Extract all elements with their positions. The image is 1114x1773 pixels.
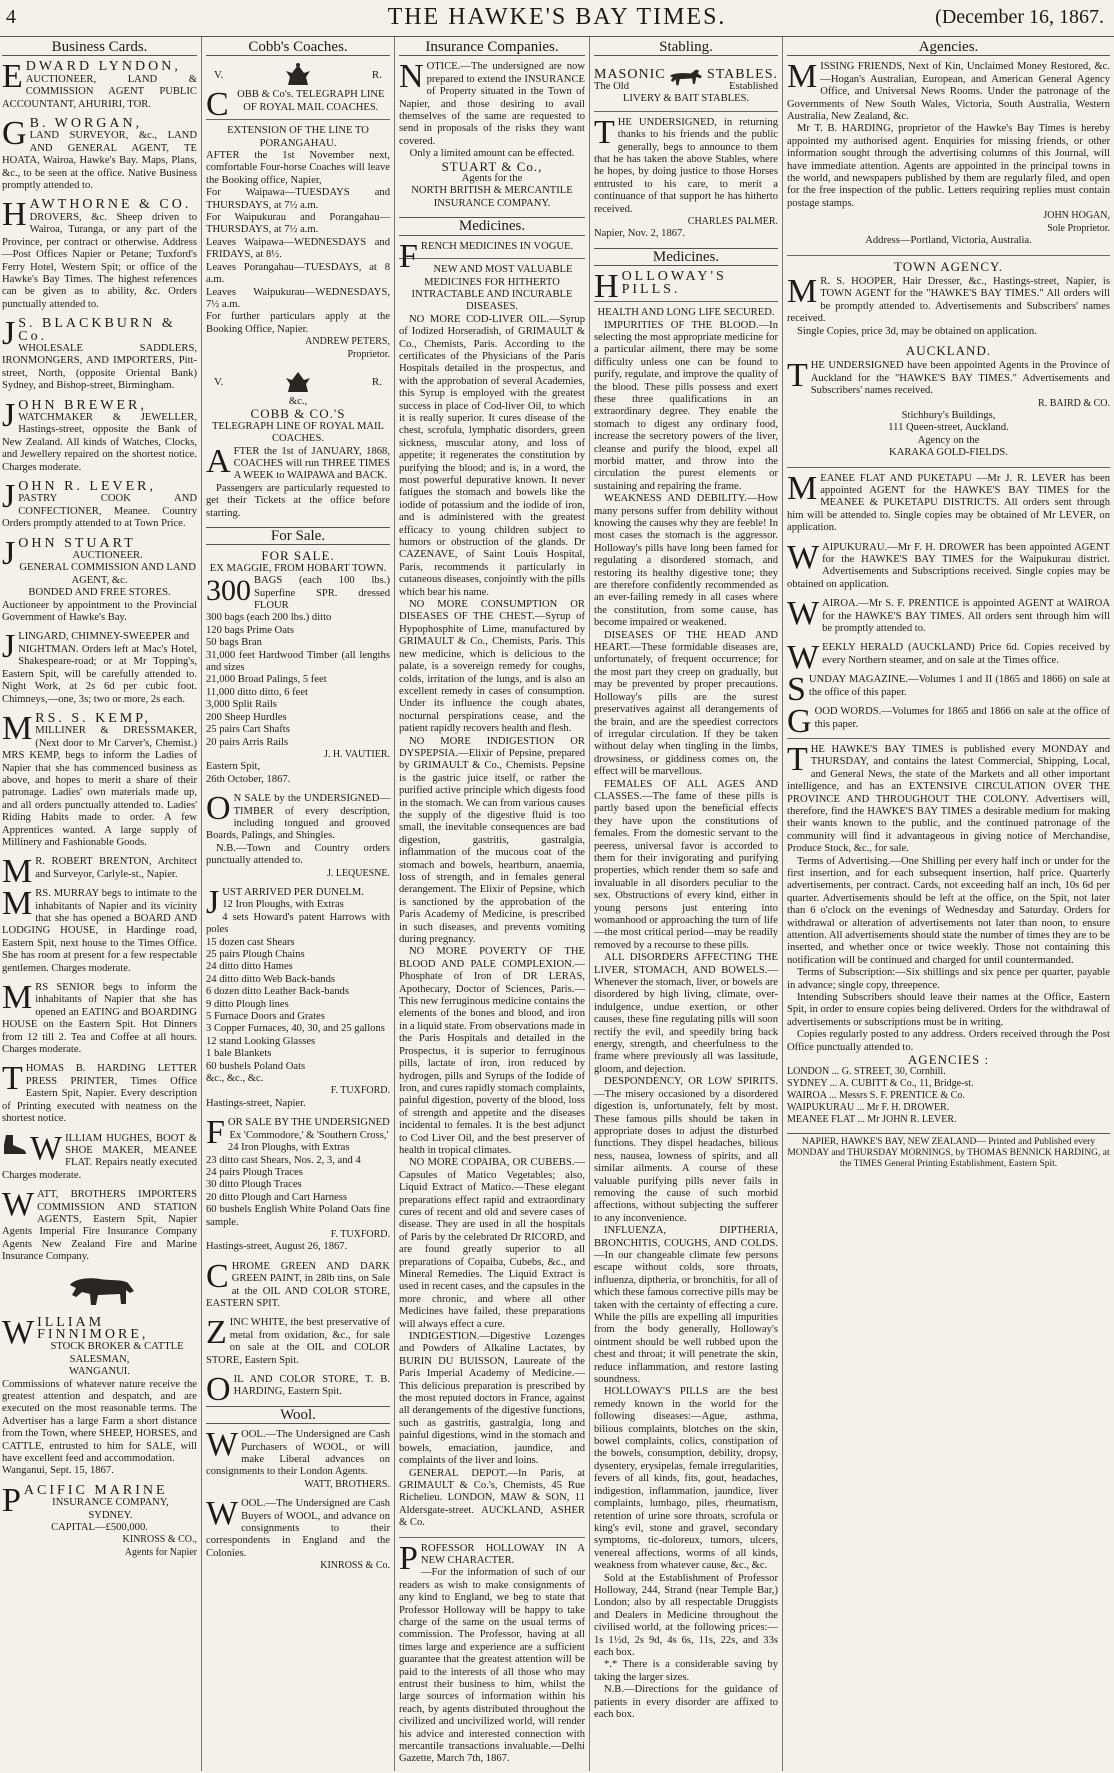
list-item: 11,000 ditto ditto, 6 feet: [206, 686, 309, 698]
ad-senior: M RS SENIOR begs to inform the inhabitants of Napier that she has opened an EATING and BOARDING HOUSE on the Eastern Spit. Hot Dinners from 12 till 2. Tea and Coffee at all hours. Charges moderate.: [2, 979, 197, 1056]
ad-lever: J OHN R. LEVER, PASTRY COOK AND CONFECTIONER, Meanee. Country Orders promptly attended to at Town Price.: [2, 478, 197, 530]
paragraph: N.B.—Directions for the guidance of patients in every disorder are affixed to each box.: [594, 1684, 778, 1720]
paragraph: ALL DISORDERS AFFECTING THE LIVER, STOMACH, AND BOWELS.—Whenever the stomach, liver, or bowels are disordered by high living, climate, over-indulgence, undue exertion, or other causes, these fine regulating pills will soon rectify the evil, and speedily bring back energy, strength, and cheerfulness to the frame where previously all was lassitude, gloom, and dejection.: [594, 952, 778, 1075]
agency-item: WAIPUKURAU ... Mr F. H. DROWER.: [787, 1102, 950, 1114]
section-heading: Cobb's Coaches.: [206, 39, 390, 56]
ad-lyndon: E DWARD LYNDON, AUCTIONEER, LAND & COMMISSION AGENT PUBLIC ACCOUNTANT, AHURIRI, TOR.: [2, 58, 197, 110]
list-item: 60 bushels Poland Oats: [206, 1060, 306, 1072]
ad-brenton: M R. ROBERT BRENTON, Architect and Surveyor, Carlyle-st., Napier.: [2, 853, 197, 891]
ad-weekly-herald: W EEKLY HERALD (AUCKLAND) Price 6d. Copies received by every Northern steamer, and on sale at the Times office.: [787, 639, 1110, 677]
ad-wool-kinross: W OOL.—The Undersigned are Cash Buyers of WOOL, and advance on consignments to their correspondents in England and the Colonies. KINROSS & Co.: [206, 1495, 390, 1572]
list-item: 25 pairs Cart Shafts: [206, 724, 290, 736]
list-item: 24 pairs Plough Traces: [206, 1166, 303, 1178]
section-heading: For Sale.: [206, 527, 390, 545]
agency-item: LONDON ... G. STREET, 30, Cornhill.: [787, 1066, 946, 1078]
list-item: 3,000 Split Rails: [206, 699, 277, 711]
paragraph: *.* There is a considerable saving by taking the larger sizes.: [594, 1659, 778, 1683]
ad-meanee: M EANEE FLAT AND PUKETAPU —Mr J. R. LEVER has been appointed AGENT for the HAWKE'S BAY TIMES for the MEANEE & PUKETAPU DISTRICTS. All orders sent through him will be attended to. Single copies may be obtained of Mr LEVER, on application.: [787, 469, 1110, 534]
ad-watt: W ATT, BROTHERS IMPORTERS COMMISSION AND STATION AGENTS, Eastern Spit, Napier Agents Imperial Fire Insurance Company Agents New Zealand Fire and Marine Insurance Company.: [2, 1186, 197, 1263]
section-heading: Wool.: [206, 1406, 390, 1424]
list-item: 21,000 Broad Palings, 5 feet: [206, 674, 327, 686]
printer-imprint: NAPIER, HAWKE'S BAY, NEW ZEALAND— Printed and Published every MONDAY and THURSDAY MORNINGS, by THOMAS BENNICK HARDING, at the TIMES General Printing Establishment, Eastern Spit.: [787, 1133, 1110, 1170]
list-item: 15 dozen cast Shears: [206, 936, 295, 948]
ad-french-medicines: F RENCH MEDICINES IN VOGUE. NEW AND MOST VALUABLE MEDICINES FOR HITHERTO INTRACTABLE AND INCURABLE DISEASES. NO MORE COD-LIVER OIL.—Syrup of Iodized Horseradish, of GRIMAULT & Co., Chemists, Paris. According to the certificates of the Physicians of the Paris Hospitals detailed in the prospectus, and with the approbation of several Academies, this Syrup is employed with the greatest success in place of Cod-liver Oil, to which it is really superior. It cures disease of the chest, scrofula, lymphatic disorders, green sickness, muscular atony, and loss of appetite; it regenerates the constitution by purifying the blood; and is, in a word, the most powerful depurative known. It never fatigues the stomach and bowels like the iodide of potassium and the iodide of iron, and is administered with the greatest efficacy to young children subject to humors or obstruction of the glands. Dr CAZENAVE, of Saint Louis Hospital, Paris, recommends it particularly in cutaneous diseases, conjointly with the pills which bear his name. NO MORE CONSUMPTION OR DISEASES OF THE CHEST.—Syrup of Hypophosphite of Lime, manufactured by GRIMAULT & Co., Chemists, Paris. This new medicine, which is delicious to the palate, is a sovereign remedy for coughs, colds, irritation of the lungs, and is also an excellent remedy in cases of consumption. Under its influence the cough abates, nocturnal perspirations cease, and the patient rapidly recovers health and flesh. NO MORE INDIGESTION OR DYSPEPSIA.—Elixir of Pepsine, prepared by GRIMAULT & Co., Chemists. Pepsine is the gastric juice itself, or rather the purified active principle which digests food in the stomach. We can from various causes the supply of the digestive fluid is too small, the inevitable consequences are bad digestion, gastritis, gastralgia, inflammation of the mucous coat of the stomach and bowels, heartburn, anaemia, loss of strength, and in females general derangement. The Elixir of Pepsine, which is sanctioned by the approbation of the Paris Academy of Medicine, is prescribed in such diseases, and prevents vomiting during pregnancy. NO MORE POVERTY OF THE BLOOD AND PALE COMPLEXION.—Phosphate of Iron of DR LERAS, Apothecary, Doctor of Sciences, Paris.—This new ferruginous medicine contains the elements of the bones and blood, and iron in a liquid state. From observations made in the Paris Hospitals and detailed in the Prospectus, it is superior to ferruginous pills, lactate of iron, iron reduced by hydrogen, pills and Syrups of the Iodide of Iron, and cures rapidly stomach complaints, painful digestion, poverty of the blood, loss of strength and appetite and the diseases incidental to females. It is the best adjunct to Cod Liver Oil, and the best preserver of health in tropical climates. NO MORE COPAIBA, OR CUBEBS.—Capsules of Matico Vegetables; also, Liquid Extract of Matico.—These elegant preparations effect rapid and extraordinary cures of recent and old and severe cases of disease. They are used in all the hospitals of Paris by the celebrated Dr RICORD, and are found greatly superior to all preparations of Copaiba, Cubebs, &c., and Mineral Remedies. The Liquid Extract is used in recent cases, and the capsules in the more chronic, and where all other Medicines have failed, these preparations will always effect a cure. INDIGESTION.—Digestive Lozenges and Powders of Alkaline Lactates, by BURIN DU BUISSON, Laureate of the Paris Imperial Academy of Medicine.—This delicious preparation is prescribed by the most reputed doctors in France, against all derangements of the digestive functions, such as gastritis, gastralgia, long and painful digestions, wind in the stomach and bowels, emaciation, jaundice, and complaints of the liver and loins. GENERAL DEPOT.—In Paris, at GRIMAULT & Co.'s, Chemists, 45 Rue Richelieu. LONDON, MAW & SON, 11 Aldersgate-street. AUCKLAND, ASHER & Co.: [399, 237, 585, 1529]
list-item: 3 Copper Furnaces, 40, 30, and 25 gallons: [206, 1023, 385, 1035]
masthead: [0, 0, 1114, 37]
list-item: 60 bushels English White Poland Oats fine sample.: [206, 1204, 390, 1228]
ad-sunday-magazine: S UNDAY MAGAZINE.—Volumes 1 and II (1865 and 1866) on sale at the office of this paper.: [787, 671, 1110, 709]
ad-zinc-white: Z INC WHITE, the best preservative of metal from oxidation, &c., for sale on sale at the OIL and COLOR STORE, Eastern Spit.: [206, 1314, 390, 1366]
ad-professor-holloway: P ROFESSOR HOLLOWAY IN A NEW CHARACTER. —For the information of such of our readers as wish to make consignments of any kind to England, we beg to state that Professor Holloway will be happy to take charge of the same on the usual terms of commission. The Professor, having at all times large and experience are a sufficient guarantee that the greatest attention will be paid to the interests of all those who may entrust their business to him, whilst the large sources of information within his reach, by agents distributed throughout the civilized and uncivilized world, will render his advice and interested connection with mercantile transactions invaluable.—Delhi Gazette, March 7th, 1867.: [399, 1539, 585, 1765]
ad-cobb-telegraph: COBB & CO.'S TELEGRAPH LINE OF ROYAL MAIL COACHES. A FTER the 1st of JANUARY, 1868, COACHES will run THREE TIMES A WEEK to WAIPAWA and BACK. Passengers are particularly requested to get their Tickets at the office before starting.: [206, 406, 390, 519]
ad-oil-color-store: O IL AND COLOR STORE, T. B. HARDING, Eastern Spit.: [206, 1371, 390, 1408]
boot-icon: [2, 1133, 28, 1155]
ad-worgan: G B. WORGAN, LAND SURVEYOR, &c., LAND AND GENERAL AGENT, TE HOATA, Wairoa, Hawke's Bay. Maps, Plans, &c., to be seen at the office. Native Business promptly attended to.: [2, 115, 197, 192]
ad-holloways-pills: H OLLOWAY'S PILLS. HEALTH AND LONG LIFE SECURED. IMPURITIES OF THE BLOOD.—In selecting the most appropriate medicine for a particular ailment, there may be some difficulty unless one can be found to purify, regulate, and improve the quality of the blood. These pills possess and exert these three qualifications in an extraordinary degree. They enable the stomach to digest any ordinary food, increase the secretory powers of the liver, cleanse and purify the blood, expel all morbid matter, and throw into the circulation the purest elements or sustaining and repairing the frame. WEAKNESS AND DEBILITY.—How many persons suffer from debility without knowing the causes why they are feeble! In most cases the stomach is the aggressor. Holloway's pills have long been famed for regulating a disordered stomach, and restoring its healthy digestive tone; they are therefore confidently recommended as an ever-failing remedy in all cases where the constitution, from some cause, has become impaired or weakened. DISEASES OF THE HEAD AND HEART.—These formidable diseases are, unfortunately, of frequent occurrence; for the most part they creep on gradually, but may be prevented by proper precautions. Holloway's pills are the surest preservatives against all derangements of the brain, and are the speediest correctors of irregular circulation. If they be taken without delay when tingling in the limbs, drowsiness, or giddiness comes on, the effect will be marvellous. FEMALES OF ALL AGES AND CLASSES.—The fame of these pills is partly based upon the beneficial effects they have upon the constitutions of females. From the domestic servant to the peeress, universal favor is accorded to them for their invigorating and purifying properties, which render them so safe and invaluable in all disorders peculiar to the sex. Obstructions of every kind, either in young persons just entering into womanhood or approaching the turn of life—the most critical period—may be readily removed by a recourse to these pills. ALL DISORDERS AFFECTING THE LIVER, STOMACH, AND BOWELS.—Whenever the stomach, liver, or bowels are disordered by high living, climate, over-indulgence, undue exertion, or other causes, these fine regulating pills will soon rectify the evil, and speedily bring back energy, strength, and cheerfulness to the frame where previously all was lassitude, gloom, and dejection. DESPONDENCY, OR LOW SPIRITS.—The misery occasioned by a disordered digestion is, unfortunately, felt by most. These famous pills should be taken in appropriate doses to adjust the disturbed functions. They dispel headaches, bilious ness, nausea, lowness of spirits, and all similar ailments. A course of these valuable purifying pills never fails in removing the cause of such morbid affections, without subjecting the sufferer to any inconvenience. INFLUENZA, DIPTHERIA, BRONCHITIS, COUGHS, AND COLDS.—In our changeable climate few persons escape without colds, sore throats, influenza, diptheria, or bronchitis, for all of which these famous corrective pills may be taken with the certainty of effecting a cure. While the pills are expelling all impurities from the body generally, Holloway's ointment should be well rubbed upon the chest and throat; it will penetrate the skin, reduce inflammation, and restore lasting soundness. HOLLOWAY'S PILLS are the best remedy known in the world for the following diseases:—Ague, asthma, bilious complaints, blotches on the skin, bowel complaints, colics, constipation of the bowels, consumption, debility, dropsy, dysentery, erysipelas, female irregularities, fevers of all kinds, fits, gout, headaches, indigestion, inflammation, jaundice, liver complaints, lumbago, piles, rheumatism, retention of urine sore throats, scrofula or king's evil, stone and gravel, secondary symptoms, tic-doloreux, tumors, ulcers, venereal affections, worms of all kinds, weakness from whatever cause, &c., &c. Sold at the Establishment of Professor Holloway, 244, Strand (near Temple Bar,) London; also by all respectable Druggists and Dealers in Medicine throughout the civilised world, at the following prices:—1s 1½d, 2s 9d, 4s 6s, 11s, 22s, and 33s each box. *.* There is a considerable saving by taking the larger sizes. N.B.—Directions for the guidance of patients in every disorder are affixed to each box.: [594, 268, 778, 1720]
royal-crest-icon: [280, 368, 316, 394]
ad-pacific-marine: P ACIFIC MARINE INSURANCE COMPANY, SYDNEY. CAPITAL—£500,000. KINROSS & CO., Agents for Napier: [2, 1481, 197, 1558]
column-cobbs-coaches: Cobb's Coaches. V. R. C OBB & Co's. TELEGRAPH LINE OF ROYAL MAIL COACHES. EXTENSION OF THE LINE TO PORANGAHAU. AFTER the 1st November next, comfortable Four-horse Coaches will leave the Booking office, Napier, For Waipawa—TUESDAYS and THURSDAYS, at 7½ a.m. For Waipukurau and Porangahau—THURSDAYS, at 7½ a.m. Leaves Waipawa—WEDNESDAYS and FRIDAYS, at 8½. Leaves Porangahau—TUESDAYS, at 8 a.m. Leaves Waipukurau—WEDNESDAYS, 7½ a.m. For further particulars apply at the Booking Office, Napier. ANDREW PETERS, Proprietor. V. R. &c., COBB & CO.'S TELEGRAPH LINE OF ROYAL MAIL COACHES. A FTER the 1st of JANUARY, 1868, COACHES will run THREE TIMES A WEEK to WAIPAWA and BACK. Passengers are particularly requested to get their Tickets at the office before starting. For Sale. FOR SALE. EX MAGGIE, FROM HOBART TOWN. 300 BAGS (each 100 lbs.) Superfine SPR. dressed FLOUR 300 bags (each 200 lbs.) ditto 120 bags Prime Oats 50 bags Bran 31,000 feet Hardwood Timber (all lengths and sizes 21,000 Broad Palings, 5 feet 11,000 ditto ditto, 6 feet 3,000 Split Rails 200 Sheep Hurdles 25 pairs Cart Shafts 20 pairs Arris Rails J. H. VAUTIER. Eastern Spit, 26th October, 1867. O N SALE by the UNDERSIGNED— TIMBER of every description, including tongued and grooved Boards, Palings, and Shingles. N.B.—Town and Country orders punctually attended to. J. LEQUESNE. J UST ARRIVED PER DUNELM. 12 Iron Ploughs, with Extras 4 sets Howard's patent Harrows with poles 15 dozen cast Shears 25 pairs Plough Chains 24 ditto ditto Hames 24 ditto ditto Web Back-bands 6 dozen ditto Leather Back-bands 9 ditto Plough lines 5 Furnace Doors and Grates 3 Copper Furnaces, 40, 30, and 25 gallons 12 stand Looking Glasses 1 bale Blankets 60 bushels Poland Oats &c., &c., &c. F. TUXFORD. Hastings-street, Napier. F OR SALE BY THE UNDERSIGNED Ex 'Commodore,' & 'Southern Cross,' 24 Iron Ploughs, with Extras 23 ditto cast Shears, Nos. 2, 3, and 4 24 pairs Plough Traces 30 ditto Plough Traces 20 ditto Plough and Cart Harness 60 bushels English White Poland Oats fine sample. F. TUXFORD. Hastings-street, August 26, 1867. C HROME GREEN AND DARK GREEN PAINT, in 28lb tins, on Sale at the OIL AND COLOR STORE, EASTERN SPIT. Z INC WHITE, the best preservative of metal from oxidation, &c., for sale on sale at the OIL and COLOR STORE, Eastern Spit. O IL AND COLOR STORE, T. B. HARDING, Eastern Spit. Wool. W OOL.—The Undersigned are Cash Purchasers of WOOL, or will make Liberal advances on consignments to their London Agents. WATT, BROTHERS. W OOL.—The Undersigned are Cash Buyers of WOOL, and advance on consignments to their correspondents in England and the Colonies. KINROSS & Co.: [201, 37, 394, 1771]
list-item: 31,000 feet Hardwood Timber (all lengths and sizes: [206, 649, 390, 674]
column-business-cards: [0, 37, 201, 1771]
list-item: 23 ditto cast Shears, Nos. 2, 3, and 4: [206, 1154, 361, 1166]
section-heading: Medicines.: [594, 248, 778, 266]
paragraph: FEMALES OF ALL AGES AND CLASSES.—The fame of these pills is partly based upon the beneficial effects they have upon the constitutions of females. From the domestic servant to the peeress, universal favor is accorded to them for their invigorating and purifying properties, which render them so safe and invaluable in all disorders peculiar to the sex. Obstructions of every kind, either in young persons just entering into womanhood or approaching the turn of life—the most critical period—may be readily removed by a recourse to these pills.: [594, 778, 778, 951]
list-item: 50 bags Bran: [206, 637, 262, 649]
list-item: 200 Sheep Hurdles: [206, 711, 287, 723]
agency-item: MEANEE FLAT ... Mr JOHN R. LEVER.: [787, 1114, 957, 1126]
paragraph: DESPONDENCY, OR LOW SPIRITS.—The misery occasioned by a disordered digestion is, unfortunately, felt by most. These famous pills should be taken in appropriate doses to adjust the disturbed functions. They dispel headaches, bilious ness, nausea, lowness of spirits, and all similar ailments. A course of these valuable purifying pills never fails in removing the cause of such morbid affections, without subjecting the sufferer to any inconvenience.: [594, 1076, 778, 1224]
auckland-heading: AUCKLAND.: [905, 342, 992, 358]
list-item: 120 bags Prime Oats: [206, 624, 294, 636]
paragraph: HOLLOWAY'S PILLS are the best remedy known in the world for the following diseases:—Ague, asthma, bilious complaints, blotches on the skin, bowel complaints, colics, constipation of the bowels, consumption, debility, dropsy, dysentery, erysipelas, female irregularities, fevers of all kinds, fits, gout, headaches, indigestion, inflammation, jaundice, liver complaints, lumbago, piles, rheumatism, retention of urine sore throats, scrofula or king's evil, stone and gravel, secondary symptoms, tic-doloreux, tumors, ulcers, venereal affections, worms of all kinds, weakness from whatever cause, &c., &c.: [594, 1386, 778, 1572]
section-heading: Stabling.: [594, 39, 778, 56]
ad-hughes: W ILLIAM HUGHES, BOOT & SHOE MAKER, MEANEE FLAT. Repairs neatly executed Charges moderate.: [2, 1129, 197, 1181]
town-agency-heading: TOWN AGENCY.: [893, 258, 1004, 274]
list-item: 6 dozen ditto Leather Back-bands: [206, 986, 349, 998]
list-item: &c., &c., &c.: [206, 1073, 264, 1085]
list-item: 20 pairs Arris Rails: [206, 736, 289, 748]
ad-waipukurau: W AIPUKURAU.—Mr F. H. DROWER has been appointed AGENT for the HAWKE'S BAY TIMES for the Waipukurau district. Advertisements and Subscriptions received. Single copies may be obtained on application.: [787, 538, 1110, 590]
ad-for-sale-vautier: FOR SALE. EX MAGGIE, FROM HOBART TOWN. 300 BAGS (each 100 lbs.) Superfine SPR. dressed FLOUR 300 bags (each 200 lbs.) ditto 120 bags Prime Oats 50 bags Bran 31,000 feet Hardwood Timber (all lengths and sizes 21,000 Broad Palings, 5 feet 11,000 ditto ditto, 6 feet 3,000 Split Rails 200 Sheep Hurdles 25 pairs Cart Shafts 20 pairs Arris Rails J. H. VAUTIER. Eastern Spit, 26th October, 1867.: [206, 548, 390, 785]
ad-masonic-stables: MASONIC The Old STABLES. Established LIVERY & BAIT STABLES. T HE UNDERSIGNED, in returning thanks to his friends and the public generally, begs to announce to them that he has taken the above Stables, where he hopes, by doing justice to those Horses entrusted to his care, to merit a continuance of that support he has hitherto received. CHARLES PALMER. Napier, Nov. 2, 1867.: [594, 61, 778, 240]
ad-hooper: M R. S. HOOPER, Hair Dresser, &c., Hastings-street, Napier, is TOWN AGENT for the "HAWKE'S BAY TIMES." All orders will be promptly attended to. Advertisements and Subscribers' names received. Single Copies, price 3d, may be obtained on application.: [787, 272, 1110, 337]
ad-murray: M RS. MURRAY begs to intimate to the inhabitants of Napier and its vicinity that she has opened a BOARD AND LODGING HOUSE, in Hardinge road, Eastern Spit, next house to the Times Office. She has room at present for a few respectable gentlemen. Charges moderate.: [2, 885, 197, 974]
cattle-icon: [60, 1271, 140, 1315]
ad-hawthorne: H AWTHORNE & CO. DROVERS, &c. Sheep driven to Wairoa, Turanga, or any part of the Province, per contract or otherwise. Address —Post Offices Napier or Petane; Tuxford's Ferry Hotel, Western Spit; or office of the Hawke's Bay Times. The highest references can be given as to ability, &c. Orders punctually attended to.: [2, 196, 197, 310]
list-item: 24 ditto ditto Web Back-bands: [206, 973, 336, 985]
ad-cobb-extension: C OBB & Co's. TELEGRAPH LINE OF ROYAL MAIL COACHES. EXTENSION OF THE LINE TO PORANGAHAU. AFTER the 1st November next, comfortable Four-horse Coaches will leave the Booking office, Napier, For Waipawa—TUESDAYS and THURSDAYS, at 7½ a.m. For Waipukurau and Porangahau—THURSDAYS, at 7½ a.m. Leaves Waipawa—WEDNESDAYS and FRIDAYS, at 8½. Leaves Porangahau—TUESDAYS, at 8 a.m. Leaves Waipukurau—WEDNESDAYS, 7½ a.m. For further particulars apply at the Booking Office, Napier. ANDREW PETERS, Proprietor.: [206, 86, 390, 360]
paragraph: IMPURITIES OF THE BLOOD.—In selecting the most appropriate medicine for a particular ailment, there may be some difficulty unless one can be found to purify, regulate, and improve the quality of the blood. These pills possess and exert these three qualifications in an extraordinary degree. They enable the stomach to digest any ordinary food, increase the secretory powers of the liver, cleanse and purify the blood, expel all morbid matter, and throw into the circulation the purest elements or sustaining and repairing the frame.: [594, 319, 778, 492]
section-heading: Agencies.: [787, 39, 1110, 56]
section-heading: Business Cards.: [2, 39, 197, 56]
ad-kemp: M RS. S. KEMP, MILLINER & DRESSMAKER, (Next door to Mr Carver's, Chemist.) MRS KEMP, begs to inform the Ladies of Napier that she has commenced business as above, and hopes to merit a share of their patronage. Ladies' own materials made up, and all orders punctually attended to. Ladies' Riding Habits made to order. A few Apprentices wanted. A large supply of Millinery and Fashionable Goods.: [2, 709, 197, 848]
newspaper-title: THE HAWKE'S BAY TIMES.: [387, 4, 727, 30]
list-item: 1 bale Blankets: [206, 1048, 272, 1060]
list-item: 5 Furnace Doors and Grates: [206, 1011, 325, 1023]
ad-missing-friends: M ISSING FRIENDS, Next of Kin, Unclaimed Money Restored, &c.—Hogan's Australian, European, and American General Agency Office, and Universal News Rooms. Under the patronage of the Governments of New South Wales, Victoria, South Australia, Western Australia, New Zealand, &c. Mr T. B. HARDING, proprietor of the Hawke's Bay Times is hereby appointed my authorised agent. Enquiries for missing friends, or other information sought through the advertising columns of this Journal, will have immediate attention. Agents are appointed in the principal towns in the world, and newspapers published by them are regularly filed, and open for the free inspection of the public. Letters requiring replies must contain postage stamps. JOHN HOGAN, Sole Proprietor. Address—Portland, Victoria, Australia.: [787, 58, 1110, 247]
horse-icon: [666, 61, 707, 93]
list-item: 300 bags (each 200 lbs.) ditto: [206, 612, 332, 624]
ad-chrome-green: C HROME GREEN AND DARK GREEN PAINT, in 28lb tins, on Sale at the OIL AND COLOR STORE, EASTERN SPIT.: [206, 1257, 390, 1309]
ad-lequesne: O N SALE by the UNDERSIGNED— TIMBER of every description, including tongued and grooved Boards, Palings, and Shingles. N.B.—Town and Country orders punctually attended to. J. LEQUESNE.: [206, 790, 390, 879]
page-number: 4: [6, 6, 16, 28]
agency-item: WAIROA ... Messrs S. F. PRENTICE & Co.: [787, 1090, 965, 1102]
section-heading: Insurance Companies.: [399, 39, 585, 56]
column-insurance-medicines: [394, 37, 589, 1771]
ad-stuart: J OHN STUART AUCTIONEER. GENERAL COMMISSION AND LAND AGENT, &c. BONDED AND FREE STORES. Auctioneer by appointment to the Provincial Government of Hawke's Bay.: [2, 534, 197, 624]
ad-baird: T HE UNDERSIGNED have been appointed Agents in the Province of Auckland for the "HAWKE'S BAY TIMES." Advertisements and Subscribers' names received. R. BAIRD & CO. Stichbury's Buildings, 111 Queen-street, Auckland. Agency on the KARAKA GOLD-FIELDS.: [787, 357, 1110, 459]
ad-insurance-notice: N OTICE.—The undersigned are now prepared to extend the INSURANCE of Property situated in the Town of Napier, and those desiring to avail themselves of the same are requested to send in proposals of the risks they want covered. Only a limited amount can be effected. STUART & Co., Agents for the NORTH BRITISH & MERCANTILE INSURANCE COMPANY.: [399, 58, 585, 209]
ad-tuxford-commodore: F OR SALE BY THE UNDERSIGNED Ex 'Commodore,' & 'Southern Cross,' 24 Iron Ploughs, with Extras 23 ditto cast Shears, Nos. 2, 3, and 4 24 pairs Plough Traces 30 ditto Plough Traces 20 ditto Plough and Cart Harness 60 bushels English White Poland Oats fine sample. F. TUXFORD. Hastings-street, August 26, 1867.: [206, 1114, 390, 1253]
ad-wairoa: W AIROA.—Mr S. F. PRENTICE is appointed AGENT at WAIROA for the HAWKE'S BAY TIMES. All orders sent through him will be promptly attended to.: [787, 595, 1110, 635]
ad-lingard: J LINGARD, CHIMNEY-SWEEPER and NIGHTMAN. Orders left at Mac's Hotel, Shakespeare-road; or at Mr Topping's, Eastern Spit, will be carefully attended to. Night Work, at 2s 6d per cubic foot. Chimneys,—one, 3s; two or more, 2s each.: [2, 628, 197, 705]
list-item: 30 ditto Plough Traces: [206, 1179, 302, 1191]
list-item: 9 ditto Plough lines: [206, 998, 289, 1010]
list-item: 4 sets Howard's patent Harrows with poles: [206, 911, 390, 936]
royal-crest-icon: [280, 61, 316, 87]
paragraph: INFLUENZA, DIPTHERIA, BRONCHITIS, COUGHS, AND COLDS.—In our changeable climate few persons escape without colds, sore throats, influenza, diptheria, or bronchitis, for all of which these famous corrective pills may be taken with the certainty of effecting a cure. While the pills are expelling all impurities from the body generally, Holloway's ointment should be well rubbed upon the chest and throat; it will penetrate the skin, reduce inflammation, and restore lasting soundness.: [594, 1225, 778, 1386]
paragraph: Sold at the Establishment of Professor Holloway, 244, Strand (near Temple Bar,) London; also by all respectable Druggists and Dealers in Medicine throughout the civilised world, at the following prices:—1s 1½d, 2s 9d, 4s 6s, 11s, 22s, and 33s each box.: [594, 1572, 778, 1658]
ad-brewer: J OHN BREWER, WATCHMAKER & JEWELLER, Hastings-street, opposite the Bank of New Zealand. All kinds of Watches, Clocks, and Jewellery repaired on the shortest notice. Charges moderate.: [2, 396, 197, 473]
issue-date: (December 16, 1867.: [935, 6, 1104, 28]
ad-good-words: G OOD WORDS.—Volumes for 1865 and 1866 on sale at the office of this paper.: [787, 703, 1110, 741]
agency-item: SYDNEY ... A. CUBITT & Co., 11, Bridge-st.: [787, 1078, 974, 1090]
ad-blackburn: J S. BLACKBURN & Co. WHOLESALE SADDLERS, IRONMONGERS, AND IMPORTERS, Pitt-street, North, (opposite Oriental Bank) Sydney, and Bishop-street, Birmingham.: [2, 315, 197, 392]
paragraph: WEAKNESS AND DEBILITY.—How many persons suffer from debility without knowing the causes why they are feeble! In most cases the stomach is the aggressor. Holloway's pills have long been famed for regulating a disordered stomach, and restoring its healthy digestive tone; they are therefore confidently recommended as an ever-failing remedy in all cases where the constitution, from some cause, has become impaired or weakened.: [594, 493, 778, 629]
paragraph: DISEASES OF THE HEAD AND HEART.—These formidable diseases are, unfortunately, of frequent occurrence; for the most part they creep on gradually, but may be prevented by proper precautions. Holloway's pills are the surest preservatives against all derangements of the brain, and are the speediest correctors of irregular circulation. If they be taken without delay when tingling in the limbs, drowsiness, or giddiness comes on, the effect will be marvellous.: [594, 629, 778, 778]
section-heading: Medicines.: [399, 217, 585, 235]
ad-finnimore: W ILLIAM FINNIMORE, STOCK BROKER & CATTLE SALESMAN, WANGANUI. Commissions of whatever nature receive the greatest attention and despatch, and are executed on the most reasonable terms. The Advertiser has a large Farm a short distance from the Town, where SHEEP, HORSES, and CATTLE, entrusted to him for SALE, will have excellent feed and accommodation. Wanganui, Sept. 15, 1867.: [2, 1271, 197, 1478]
ad-dunelm: J UST ARRIVED PER DUNELM. 12 Iron Ploughs, with Extras 4 sets Howard's patent Harrows with poles 15 dozen cast Shears 25 pairs Plough Chains 24 ditto ditto Hames 24 ditto ditto Web Back-bands 6 dozen ditto Leather Back-bands 9 ditto Plough lines 5 Furnace Doors and Grates 3 Copper Furnaces, 40, 30, and 25 gallons 12 stand Looking Glasses 1 bale Blankets 60 bushels Poland Oats &c., &c., &c. F. TUXFORD. Hastings-street, Napier.: [206, 883, 390, 1109]
list-item: 24 Iron Ploughs, with Extras: [227, 1142, 350, 1154]
ad-harding: T HOMAS B. HARDING LETTER PRESS PRINTER, Times Office Eastern Spit, Napier. Every description of Printing executed with neatness on the shortest notice.: [2, 1060, 197, 1125]
ad-hawkes-bay-times: T HE HAWKE'S BAY TIMES is published every MONDAY and THURSDAY, and contains the latest Commercial, Shipping, Local, and General News, the state of the Markets and all other important intelligence, and has an EXTENSIVE CIRCULATION OVER THE PROVINCE AND THROUGHOUT THE COLONY. Advertisers will, therefore, find the HAWKE'S BAY TIMES a desirable medium for making their wants known to the public, and the continued patronage of the community will find it advantageous in giving notice of Merchandise, Produce Stock, &c., for sale. Terms of Advertising.—One Shilling per every half inch or under for the first insertion, and for each subsequent insertion, half price. Quarterly advertisements, per contract. Cards, not exceeding half an inch, 10s 6d per quarter. Advertisements should be left at the office, on the Spit, not later than 6 o'clock on the evenings of Wednesday and Saturday. Orders for withdrawal or alteration of advertisements not later than noon, to ensure attention. All advertisements should state the number of times they are to be inserted, and whether once or twice weekly. Those not containing this notification will be continued and charged for until countermanded. Terms of Subscription:—Six shillings and six pence per quarter, payable in advance; single copy, threepence. Intending Subscribers should leave their names at the Office, Eastern Spit, in order to ensure copies being delivered. Orders for the withdrawal of advertisements or subscriptions must be in writing. Copies regularly posted to any address. Orders received through the Post Office punctually attended to. AGENCIES : LONDON ... G. STREET, 30, Cornhill. SYDNEY ... A. CUBITT & Co., 11, Bridge-st. WAIROA ... Messrs S. F. PRENTICE & Co. WAIPUKURAU ... Mr F. H. DROWER. MEANEE FLAT ... Mr JOHN R. LEVER.: [787, 740, 1110, 1126]
list-item: 24 ditto ditto Hames: [206, 961, 293, 973]
list-item: 20 ditto Plough and Cart Harness: [206, 1191, 347, 1203]
list-item: 25 pairs Plough Chains: [206, 949, 305, 960]
list-item: 12 Iron Ploughs, with Extras: [222, 899, 344, 911]
ad-wool-watt: W OOL.—The Undersigned are Cash Purchasers of WOOL, or will make Liberal advances on consignments to their London Agents. WATT, BROTHERS.: [206, 1426, 390, 1490]
column-agencies: [782, 37, 1114, 1771]
column-stabling-medicines: [589, 37, 782, 1771]
list-item: 12 stand Looking Glasses: [206, 1035, 316, 1047]
